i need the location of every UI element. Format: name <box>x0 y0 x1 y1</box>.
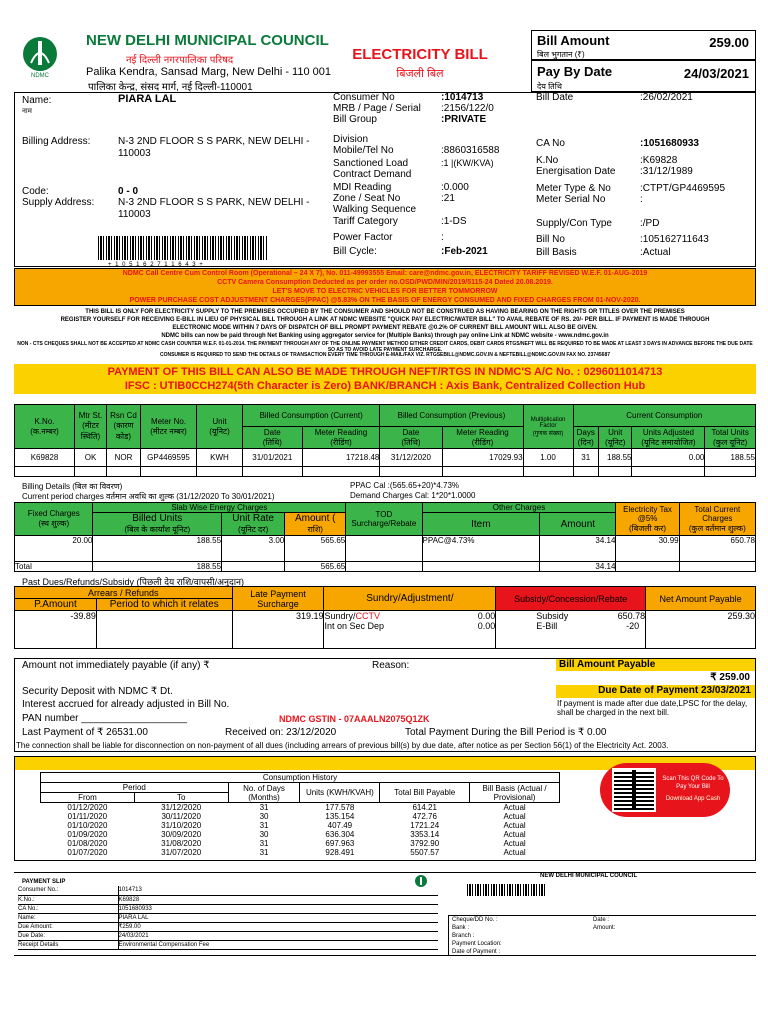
slip-label-4: Due Amount: <box>18 922 118 931</box>
qr-caption-3: Download App Cash <box>665 796 721 802</box>
pay-by-label: Pay By Date <box>537 64 613 79</box>
col-days: Days (दिन) <box>573 427 598 449</box>
charges-total-row <box>15 562 756 572</box>
history-cell-2-0: 01/10/2020 <box>67 821 108 830</box>
history-cell-5-2: 31 <box>259 848 269 857</box>
history-cell-3-3: 636.304 <box>325 830 355 839</box>
col-from: From <box>41 793 135 803</box>
arrears-row <box>15 611 756 649</box>
slip-branch: Branch : <box>452 933 475 939</box>
history-cell-2-3: 407.49 <box>327 821 353 830</box>
col-total-bill: Total Bill Payable <box>380 783 470 803</box>
kno-value: K69828 <box>15 449 75 467</box>
slip-label-6: Receipt Details <box>18 940 118 949</box>
ndmc-logo <box>19 35 61 79</box>
history-cell-3-2: 30 <box>259 830 269 839</box>
history-cell-1-1: 30/11/2020 <box>161 812 201 821</box>
pay-by-value: 24/03/2021 <box>683 66 749 81</box>
history-cell-0-5: Actual <box>503 803 526 812</box>
org-name: NEW DELHI MUNICIPAL COUNCIL <box>86 32 329 49</box>
cctv-notice: CCTV Camera Consumption Deducted as per order no.OSD/PWD/MIN/2019/5115-24 Dated 20.08.2019. <box>217 279 553 286</box>
history-row <box>41 839 560 848</box>
mid-label-3: Division <box>333 134 369 145</box>
subsidy-label: Subsidy <box>536 611 569 621</box>
history-row <box>41 812 560 821</box>
ppac-notice: POWER PURCHASE COST ADJUSTMENT CHARGES(PPAC) @5.83% ON THE BASIS OF ENERGY CONSUMED AND FIXED CHARGES FROM 01-NOV-2020. <box>129 297 641 304</box>
terms-line-6: CONSUMER IS REQUIRED TO SEND THE DETAILS OF TRANSACTION EVERY TIME THROUGH E-MAIL/FAX VIZ. RTGSEBILL@NDMC.GOV.IN & NEFTEBILL@NDMC.GOV.IN FAX NO. 23745687 <box>159 352 611 358</box>
right-label-2: K.No <box>536 155 559 166</box>
history-cell-5-1: 31/07/2020 <box>161 848 202 857</box>
right-label-0: Bill Date <box>536 92 574 103</box>
col-sundry: Sundry/Adjustment/ <box>324 587 496 611</box>
slip-row <box>18 895 438 904</box>
slip-value-4: ₹259.00 <box>118 922 438 931</box>
history-cell-2-2: 31 <box>259 821 269 830</box>
slip-cheque: Cheque/DD No. : <box>452 917 498 923</box>
due-date-payment: Due Date of Payment 23/03/2021 <box>556 685 755 698</box>
history-cell-3-1: 30/09/2020 <box>161 830 202 839</box>
arrears-table <box>14 586 756 649</box>
history-cell-5-3: 928.491 <box>325 848 355 857</box>
ev-notice: LET'S MOVE TO ELECTRIC VEHICLES FOR BETTER TOMMORROW <box>272 288 498 295</box>
mid-label-6: Contract Demand <box>333 169 412 180</box>
slip-label-5: Due Date: <box>18 931 118 940</box>
history-cell-1-3: 135.154 <box>325 812 355 821</box>
slip-amount: Amount: <box>593 925 616 931</box>
neft-account: PAYMENT OF THIS BILL CAN ALSO BE MADE THROUGH NEFT/RTGS IN NDMC'S A/C No. : 0296011014713 <box>107 366 663 378</box>
org-name-hindi: नई दिल्ली नगरपालिका परिषद <box>126 55 234 66</box>
mult-factor-value: 1.00 <box>523 449 573 467</box>
col-elec-tax: Electricity Tax @5% (बिजली कर) <box>616 503 679 536</box>
history-cell-4-0: 01/08/2020 <box>67 839 108 848</box>
total-current-value: 650.78 <box>679 536 755 562</box>
col-arrears-refunds: Arrears / Refunds <box>15 587 233 599</box>
bill-amount-value: 259.00 <box>709 35 749 50</box>
consumption-table <box>14 404 756 477</box>
mid-value-8: :21 <box>441 193 455 204</box>
mid-value-10: :1-DS <box>441 216 467 227</box>
slip-value-1: K69828 <box>118 895 438 904</box>
slip-label-3: Name: <box>18 913 118 922</box>
col-no-days: No. of Days (Months) <box>228 783 300 803</box>
right-label-7: Bill No <box>536 234 565 245</box>
col-to: To <box>134 793 228 803</box>
history-cell-2-4: 1721.24 <box>410 821 440 830</box>
amount-value: 565.65 <box>285 536 346 562</box>
mid-label-11: Power Factor <box>333 232 393 243</box>
col-late-payment: Late Payment Surcharge <box>232 587 324 611</box>
history-rows <box>41 803 560 858</box>
mid-label-0: Consumer No <box>333 92 395 103</box>
history-cell-3-0: 01/09/2020 <box>67 830 108 839</box>
mid-label-8: Zone / Seat No <box>333 193 401 204</box>
slip-label-1: K.No.: <box>18 895 118 904</box>
lpsc-note: If payment is made after due date,LPSC for the delay, shall be charged in the next bill. <box>557 699 748 717</box>
slip-value-5: 24/03/2021 <box>118 931 438 940</box>
history-cell-5-0: 01/07/2020 <box>67 848 108 857</box>
consumption-history-table <box>40 772 560 857</box>
mid-label-4: Mobile/Tel No <box>333 145 394 156</box>
consumption-row <box>15 449 756 467</box>
right-label-8: Bill Basis <box>536 247 577 258</box>
cur-unit-value: 188.55 <box>598 449 632 467</box>
col-amount: Amount ( राशि) <box>285 513 346 536</box>
slip-row <box>18 922 438 931</box>
terms-line-3: ELECTRONIC MODE WITHIN 7 DAYS OF DISPATCH OF BILL PROMPT PAYMENT REBATE @0.2% OF CURRENT BILL AMOUNT WILL ALSO BE GIVEN. <box>172 325 598 331</box>
history-cell-2-5: Actual <box>503 821 526 830</box>
col-kno: K.No. (क.नम्बर) <box>15 405 75 449</box>
right-value-5: : <box>640 194 643 205</box>
history-cell-0-2: 31 <box>259 803 269 812</box>
mid-label-10: Tariff Category <box>333 216 398 227</box>
bill-title: ELECTRICITY BILL <box>352 46 488 63</box>
cctv-label: CCTV <box>355 611 380 621</box>
right-label-4: Meter Type & No <box>536 183 611 194</box>
current-period-charges: Current period charges वर्तमान अवधि का शुल्क (31/12/2020 To 30/01/2021) <box>22 492 275 501</box>
right-value-3: :31/12/1989 <box>640 166 693 177</box>
call-centre-notice: NDMC Call Centre Cum Control Room (Operational – 24 X 7), No. 011-49993555 Email: care@ndmc.gov.in, ELECTRICITY TARIFF REVISED W.E.F. 01-AUG-2019 <box>122 270 648 277</box>
history-row <box>41 848 560 857</box>
slip-value-2: 1051680933 <box>118 904 438 913</box>
bill-amount-label: Bill Amount <box>537 33 610 48</box>
mid-value-5: :1 |(KW/KVA) <box>441 158 494 168</box>
col-slab-energy: Slab Wise Energy Charges <box>93 503 346 513</box>
col-prev-date: Date (तिथि) <box>380 427 442 449</box>
neft-ifsc: IFSC : UTIB0CCH274(5th Character is Zero) BANK/BRANCH : Axis Bank, Centralized Collection Hub <box>124 380 646 392</box>
right-value-6: :/PD <box>640 218 660 229</box>
mid-label-9: Walking Sequence <box>333 204 417 215</box>
col-billed-current: Billed Consumption (Current) <box>243 405 380 427</box>
sundry-value: 0.00 <box>477 611 496 621</box>
charges-row <box>15 536 756 562</box>
p-amount-value: -39.89 <box>15 611 97 649</box>
total-billed-units: 188.55 <box>93 562 222 572</box>
right-value-1: :1051680933 <box>640 138 699 149</box>
tod-value <box>346 536 422 562</box>
code-value: 0 - 0 <box>118 186 139 197</box>
history-cell-5-5: Actual <box>503 848 526 857</box>
col-fixed-charges: Fixed Charges (स्थ शुल्क) <box>15 503 93 536</box>
col-mult-factor: Multiplication Factor (गुणक संख्या) <box>523 405 573 449</box>
history-cell-4-5: Actual <box>503 839 526 848</box>
col-cur-reading: Meter Reading (रीडिंग) <box>302 427 380 449</box>
rsn-cd-value: NOR <box>107 449 141 467</box>
billing-address-label: Billing Address: <box>22 136 91 147</box>
history-cell-1-4: 472.76 <box>412 812 437 821</box>
total-units-value: 188.55 <box>705 449 756 467</box>
history-cell-4-2: 31 <box>259 839 269 848</box>
total-amount: 565.65 <box>285 562 346 572</box>
mid-value-1: :2156/122/0 <box>441 103 494 114</box>
slip-right-lines <box>448 915 756 956</box>
received-on: Received on: 23/12/2020 <box>225 727 337 738</box>
history-cell-4-3: 697.963 <box>325 839 355 848</box>
late-payment-value: 319.19 <box>232 611 324 649</box>
bill-barcode-text: + 1 0 5 1 6 2 7 1 1 6 4 3 + <box>108 262 204 268</box>
not-payable-label: Amount not immediately payable (if any) ₹ <box>22 660 210 671</box>
col-cur-unit: Unit (यूनिट) <box>598 427 632 449</box>
charges-table <box>14 502 756 572</box>
mid-value-11: : <box>441 232 444 243</box>
past-dues-title: Past Dues/Refunds/Subsidy (पिछली देय राशि/वापसी/अनुदान) <box>22 577 245 587</box>
history-cell-2-1: 31/10/2020 <box>161 821 202 830</box>
slip-date-of-payment: Date of Payment : <box>452 949 501 955</box>
slip-row <box>18 931 438 940</box>
slip-value-6: Environmental Compensation Fee <box>118 940 438 949</box>
mid-value-7: :0.000 <box>441 182 469 193</box>
days-value: 31 <box>573 449 598 467</box>
col-other-amount: Amount <box>540 513 616 536</box>
slip-row <box>18 904 438 913</box>
billed-units-value: 188.55 <box>93 536 222 562</box>
col-billed-units: Billed Units (बिल के कार्यांश यूनिट) <box>93 513 222 536</box>
terms-line-2: REGISTER YOURSELF FOR RECEIVING E-BILL IN LIEU OF PHYSICAL BILL THROUGH A LINK AT NDMC WEBSITE "QUICK PAY ELECTRIC/WATER BILL" TO AVAIL REBATE OF RS. 20/- PER BILL. IF PAYMENT IS MADE THROUGH <box>60 317 710 323</box>
mtr-st-value: OK <box>75 449 107 467</box>
ndmc-gstin: NDMC GSTIN - 07AAALN2075Q1ZK <box>279 714 430 724</box>
right-value-7: :105162711643 <box>640 234 709 245</box>
name-label-hindi: नाम <box>22 108 32 115</box>
mid-value-4: :8860316588 <box>441 145 500 156</box>
other-amount-value: 34.14 <box>540 536 616 562</box>
col-billed-previous: Billed Consumption (Previous) <box>380 405 523 427</box>
col-rsn-cd: Rsn Cd (कारण कोड) <box>107 405 141 449</box>
interest-accrued: Interest accrued for already adjusted in Bill No. <box>22 699 230 710</box>
ebill-value: -20 <box>626 621 640 631</box>
supply-address-label: Supply Address: <box>22 197 95 208</box>
slip-barcode <box>467 884 547 896</box>
last-payment: Last Payment of ₹ 26531.00 <box>22 727 148 738</box>
demand-charges-calc: Demand Charges Cal: 1*20*1.0000 <box>350 491 476 500</box>
col-total-units: Total Units (कुल यूनिट) <box>705 427 756 449</box>
qr-caption-2: Pay Your Bill <box>676 784 710 790</box>
bill-amount-box <box>531 30 756 60</box>
history-cell-3-5: Actual <box>503 830 526 839</box>
mid-label-5: Sanctioned Load <box>333 158 409 169</box>
pay-by-box <box>531 60 756 92</box>
slip-bank: Bank : <box>452 925 470 931</box>
units-adjusted-value: 0.00 <box>632 449 705 467</box>
bill-amount-payable-value: ₹ 259.00 <box>710 672 750 683</box>
col-subsidy: Subsidy/Concession/Rebate <box>496 587 646 611</box>
mid-label-7: MDI Reading <box>333 182 392 193</box>
history-cell-0-0: 01/12/2020 <box>67 803 108 812</box>
int-sec-dep-value: 0.00 <box>477 621 496 631</box>
right-value-2: :K69828 <box>640 155 678 166</box>
col-prev-reading: Meter Reading (रीडिंग) <box>442 427 523 449</box>
bill-title-hindi: बिजली बिल <box>396 68 444 80</box>
history-cell-3-4: 3353.14 <box>410 830 440 839</box>
supply-address: N-3 2ND FLOOR S S PARK, NEW DELHI - 110003 <box>118 197 310 220</box>
slip-label-0: Consumer No.: <box>18 886 118 895</box>
total-label: Total <box>15 562 93 572</box>
history-row <box>41 821 560 830</box>
terms-line-1: THIS BILL IS ONLY FOR ELECTRICITY SUPPLY TO THE PREMISES OCCUPIED BY THE CONSUMER AND SHOULD NOT BE CONSTRUED AS HAVING BEARING ON THE RIGHTS OR TITLES OVER THE PREMISES <box>85 309 685 315</box>
right-value-8: :Actual <box>640 247 671 258</box>
col-units: Units (KWH/KVAH) <box>300 783 380 803</box>
org-address: Palika Kendra, Sansad Marg, New Delhi - 110 001 <box>86 66 331 78</box>
col-unit: Unit (यूनिट) <box>197 405 243 449</box>
col-bill-basis: Bill Basis (Actual / Provisional) <box>470 783 560 803</box>
qr-code[interactable] <box>612 768 656 812</box>
mid-value-0: :1014713 <box>441 92 484 103</box>
unit-value: KWH <box>197 449 243 467</box>
subsidy-value: 650.78 <box>617 611 646 621</box>
history-row <box>41 830 560 839</box>
slip-value-3: PIARA LAL <box>118 913 438 922</box>
org-address-hindi: पालिका केन्द्र, संसद मार्ग, नई दिल्ली-110001 <box>88 82 253 93</box>
history-cell-1-2: 30 <box>259 812 269 821</box>
history-cell-0-3: 177.578 <box>325 803 355 812</box>
slip-payment-location: Payment Location: <box>452 941 502 947</box>
col-item: Item <box>422 513 540 536</box>
history-cell-0-1: 31/12/2020 <box>161 803 202 812</box>
history-title: Consumption History <box>41 773 560 783</box>
history-cell-1-0: 01/11/2020 <box>67 812 108 821</box>
billing-address: N-3 2ND FLOOR S S PARK, NEW DELHI - 110003 <box>118 136 310 159</box>
slip-value-0: 1014713 <box>118 886 438 895</box>
consumer-name: PIARA LAL <box>118 93 177 105</box>
col-units-adjusted: Units Adjusted (यूनिट समायोजित) <box>632 427 705 449</box>
name-label: Name: <box>22 95 52 106</box>
meter-no-value: GP4469595 <box>141 449 197 467</box>
disconnection-notice: The connection shall be liable for disconnection on non-payment of all dues (including arrears of previous bill(s) by due date, after notice as per Section 56(1) of the Electricity Act. 2003. <box>16 741 669 750</box>
code-label: Code: <box>22 186 49 197</box>
slip-label-2: CA No.: <box>18 904 118 913</box>
mid-value-2: :PRIVATE <box>441 114 487 125</box>
history-cell-4-1: 31/08/2020 <box>161 839 202 848</box>
right-label-3: Energisation Date <box>536 166 616 177</box>
col-cur-date: Date (तिथि) <box>243 427 303 449</box>
history-cell-4-4: 3792.90 <box>410 839 440 848</box>
fixed-charge-value: 20.00 <box>15 536 93 562</box>
cur-date-value: 31/01/2021 <box>243 449 303 467</box>
right-label-5: Meter Serial No <box>536 194 606 205</box>
item-value: PPAC@4.73% <box>422 536 540 562</box>
slip-org: NEW DELHI MUNICIPAL COUNCIL <box>540 873 638 879</box>
bill-barcode <box>98 236 268 260</box>
col-total-current: Total Current Charges (कुल वर्तमान शुल्क) <box>679 503 755 536</box>
right-label-1: CA No <box>536 138 565 149</box>
bill-amount-label-hindi: बिल भुगतान (₹) <box>537 50 585 59</box>
net-payable-value: 259.30 <box>646 611 756 649</box>
right-value-0: :26/02/2021 <box>640 92 693 103</box>
qr-caption-1: Scan This QR Code To <box>662 776 724 782</box>
billing-details-label: Billing Details (बिल का विवरण) <box>22 482 123 491</box>
col-current-consumption: Current Consumption <box>573 405 755 427</box>
right-label-6: Supply/Con Type <box>536 218 612 229</box>
slip-details-table <box>18 886 438 950</box>
svg-text:NDMC: NDMC <box>31 73 49 79</box>
mid-value-12: :Feb-2021 <box>441 246 488 257</box>
elec-tax-value: 30.99 <box>616 536 679 562</box>
col-mtr-st: Mtr St. (मीटर स्थिति) <box>75 405 107 449</box>
history-cell-1-5: Actual <box>503 812 526 821</box>
col-tod: TOD Surcharge/Rebate <box>346 503 422 536</box>
int-sec-dep-label: Int on Sec Dep <box>324 621 385 631</box>
subsidy-cell <box>496 611 646 649</box>
mid-label-1: MRB / Page / Serial <box>333 103 421 114</box>
col-period: Period <box>41 783 229 793</box>
slip-row <box>18 886 438 895</box>
sundry-cell <box>324 611 496 649</box>
pay-by-label-hindi: देय तिथि <box>537 82 562 91</box>
right-value-4: :CTPT/GP4469595 <box>640 183 726 194</box>
terms-line-4: NDMC bills can now be paid through Net Banking using aggregator service for (Multiple Banks) through pay online Link at NDMC website - www.ndmc.gov.in <box>161 333 609 339</box>
col-p-amount: P.Amount <box>15 599 97 611</box>
slip-row <box>18 940 438 949</box>
mid-label-2: Bill Group <box>333 114 377 125</box>
ppac-calc: PPAC Cal :(565.65+20)*4.73% <box>350 481 460 490</box>
history-row <box>41 803 560 813</box>
prev-reading-value: 17029.93 <box>442 449 523 467</box>
col-other-charges: Other Charges <box>422 503 616 513</box>
cur-reading-value: 17218.48 <box>302 449 380 467</box>
sundry-label: Sundry/ <box>324 611 356 621</box>
terms-line-5: NON - CTS CHEQUES SHALL NOT BE ACCEPTED AT NDMC CASH COUNTER W.E.F. 01-01-2014. THE PAYMENT THROUGH ANY OF THE ONLINE PAYMENT METHOD EITHER CREDIT CARDS, DEBIT CARDS RTGS/NEFT WILL BE REQUIRED TO BE MADE AT LEAST 3 DAYS IN ADVANCE BEFORE THE DUE DATE SO AS TO AVOID LATE PAYMENT SURCHARGE. <box>17 341 753 353</box>
col-period-relates: Period to which it relates <box>96 599 232 611</box>
col-net-payable: Net Amount Payable <box>646 587 756 611</box>
bill-amount-payable-label: Bill Amount Payable <box>556 659 755 671</box>
slip-row <box>18 913 438 922</box>
slip-title: PAYMENT SLIP <box>22 879 66 885</box>
unit-rate-value: 3.00 <box>222 536 285 562</box>
pan-number: PAN number ___________________ <box>22 713 187 724</box>
col-meter-no: Meter No. (मीटर नम्बर) <box>141 405 197 449</box>
col-unit-rate: Unit Rate (यूनिट दर) <box>222 513 285 536</box>
mid-label-12: Bill Cycle: <box>333 246 377 257</box>
prev-date-value: 31/12/2020 <box>380 449 442 467</box>
total-payment-period: Total Payment During the Bill Period is ₹ 0.00 <box>405 727 607 738</box>
total-other-amount: 34.14 <box>540 562 616 572</box>
ebill-label: E-Bill <box>536 621 558 631</box>
security-deposit: Security Deposit with NDMC ₹ Dt. <box>22 686 173 697</box>
history-cell-5-4: 5507.57 <box>410 848 440 857</box>
reason-label: Reason: <box>372 660 410 671</box>
history-cell-0-4: 614.21 <box>412 803 437 812</box>
slip-date: Date : <box>593 917 610 923</box>
